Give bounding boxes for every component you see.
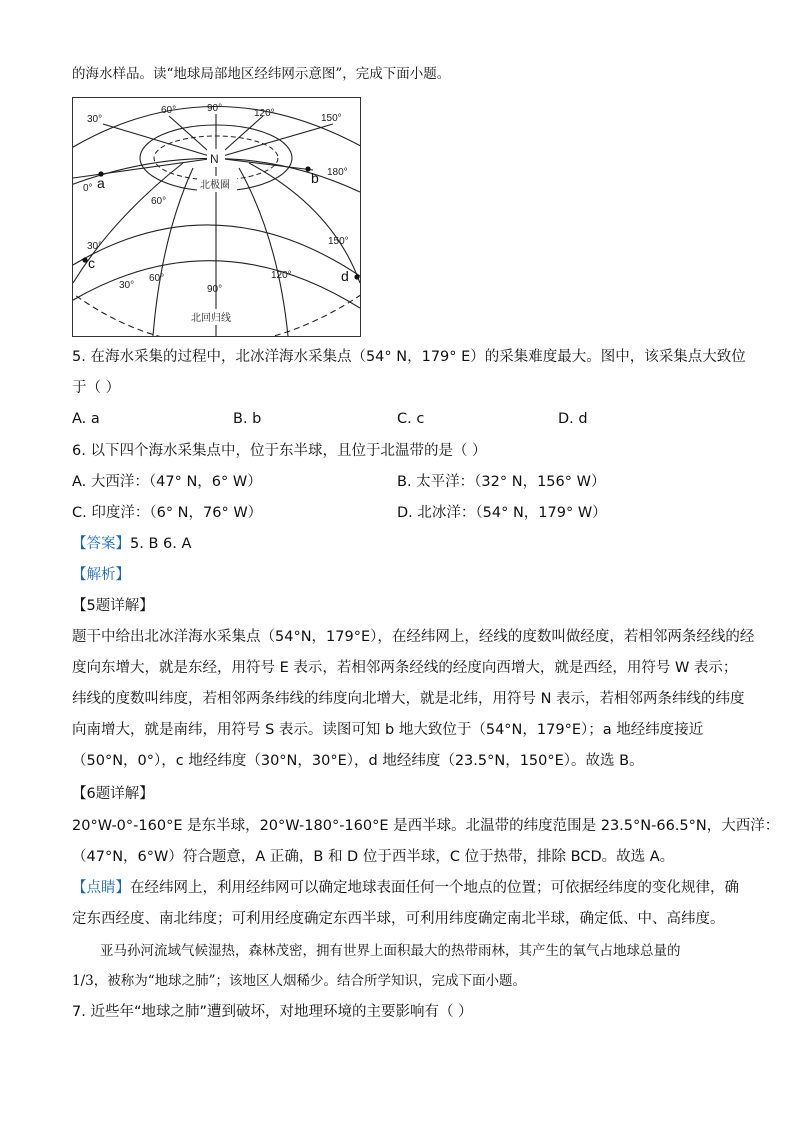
tips-tag: 【点睛】	[72, 880, 130, 896]
detail6-line1: 20°W-0°-160°E 是东半球，20°W-180°-160°E 是西半球。北温带的纬度范围是 23.5°N-66.5°N，大西洋：	[72, 818, 780, 834]
label-lon-30-left-lower: 30°	[87, 241, 103, 252]
q5-option-b: B. b	[233, 411, 262, 427]
label-lon-90-bottom: 90°	[207, 284, 223, 295]
label-point-a: a	[97, 175, 105, 191]
label-pole: N	[210, 152, 219, 166]
tips-line1	[72, 878, 739, 898]
q5-stem-line2: 于（ ）	[72, 380, 121, 396]
answer-line	[72, 534, 191, 554]
q5-option-d: D. d	[558, 411, 588, 427]
label-lon-60-inner: 60°	[151, 196, 167, 207]
label-lon-150-top: 150°	[321, 113, 342, 124]
passage-line2: 1/3，被称为“地球之肺”；该地区人烟稀少。结合所学知识，完成下面小题。	[72, 973, 527, 989]
analysis-tag: 【解析】	[72, 567, 130, 583]
detail6-tag: 【6题详解】	[72, 786, 154, 802]
detail5-line3: 纬线的度数叫纬度，若相邻两条纬线的纬度向北增大，就是北纬，用符号 N 表示，若相邻两条纬线的纬度	[72, 691, 745, 707]
q6-option-a: A. 大西洋：（47° N，6° W）	[72, 474, 262, 490]
q7-stem: 7. 近些年“地球之肺”遭到破坏，对地理环境的主要影响有（ ）	[72, 1004, 473, 1020]
analysis-line	[72, 565, 130, 585]
label-tropic: 北回归线	[191, 313, 231, 324]
detail6-line2: （47°N，6°W）符合题意，A 正确，B 和 D 位于西半球，C 位于热带，排除 BCD。故选 A。	[72, 849, 675, 865]
intro-text: 的海水样品。读“地球局部地区经纬网示意图”，完成下面小题。	[72, 66, 451, 82]
point-d-dot	[354, 274, 359, 279]
q5-stem-line1: 5. 在海水采集的过程中，北冰洋海水采集点（54° N，179° E）的采集难度最大。图中，该采集点大致位	[72, 349, 746, 365]
meridian-150-top	[216, 124, 333, 158]
meridian-0	[73, 158, 216, 178]
label-lon-30-left: 30°	[87, 114, 103, 125]
q6-stem: 6. 以下四个海水采集点中，位于东半球，且位于北温带的是（ ）	[72, 443, 487, 459]
detail5-line2: 度向东增大，就是东经，用符号 E 表示，若相邻两条经线的经度向西增大，就是西经，用符号 W 表示；	[72, 660, 738, 676]
q6-option-b: B. 太平洋：（32° N，156° W）	[397, 474, 606, 490]
label-lon-30-bottom: 30°	[119, 280, 135, 291]
graticule-map	[73, 98, 360, 336]
label-lon-120-top: 120°	[254, 108, 275, 119]
answer-text: 5. B 6. A	[130, 536, 192, 552]
label-lon-60-top: 60°	[161, 105, 177, 116]
q5-option-a: A. a	[72, 411, 100, 427]
label-point-d: d	[341, 268, 349, 284]
meridian-180	[216, 158, 313, 170]
label-lon-0: 0°	[83, 183, 93, 194]
q5-option-c: C. c	[397, 411, 425, 427]
label-lon-120-bottom: 120°	[271, 270, 292, 281]
label-lon-150-right: 150°	[328, 236, 349, 247]
meridian-30-top	[103, 124, 216, 158]
detail5-line5: （50°N，0°），c 地经纬度（30°N，30°E），d 地经纬度（23.5°N，150°E）。故选 B。	[72, 753, 644, 769]
q6-option-d: D. 北冰洋：（54° N，179° W）	[397, 505, 607, 521]
point-c-dot	[82, 257, 87, 262]
label-lon-180: 180°	[327, 167, 348, 178]
label-lon-90-top: 90°	[207, 103, 223, 114]
label-point-b: b	[311, 170, 319, 186]
graticule-map-figure	[72, 97, 361, 337]
answer-tag: 【答案】	[72, 536, 130, 552]
detail5-line4: 向南增大，就是南纬，用符号 S 表示。读图可知 b 地大致位于（54°N，179°E）；a 地经纬度接近	[72, 722, 704, 738]
label-lon-60-bottom: 60°	[149, 273, 165, 284]
label-arctic-circle: 北极圈	[200, 180, 230, 191]
q6-option-c: C. 印度洋：（6° N，76° W）	[72, 505, 263, 521]
detail5-tag: 【5题详解】	[72, 598, 154, 614]
tips-text1: 在经纬网上，利用经纬网可以确定地球表面任何一个地点的位置；可依据经纬度的变化规律，确	[130, 880, 739, 896]
passage-line1: 亚马孙河流域气候湿热，森林茂密，拥有世界上面积最大的热带雨林，其产生的氧气占地球总量的	[100, 943, 681, 959]
detail5-line1: 题干中给出北冰洋海水采集点（54°N，179°E），在经纬网上，经线的度数叫做经度，若相邻两条经线的经	[72, 629, 755, 645]
label-point-c: c	[88, 255, 95, 271]
point-b-dot	[305, 166, 310, 171]
tips-line2: 定东西经度、南北纬度；可利用经度确定东西半球，可利用纬度确定南北半球，确定低、中、高纬度。	[72, 911, 725, 927]
